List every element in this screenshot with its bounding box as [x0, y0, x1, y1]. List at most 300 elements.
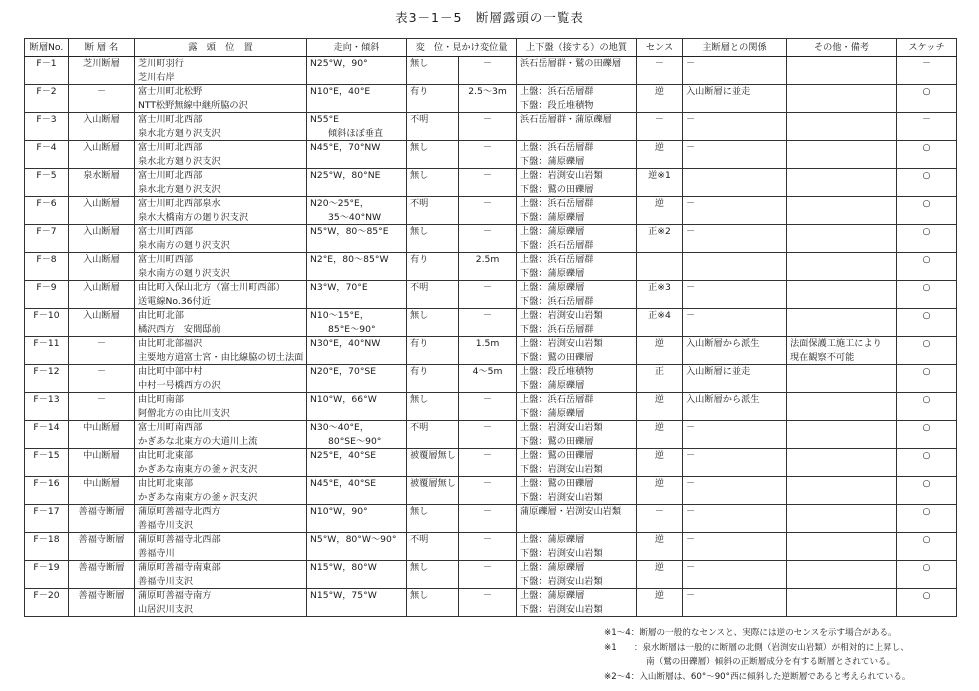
displacement: 不明: [410, 422, 429, 433]
cell-amount: [459, 393, 517, 421]
cell-geology: [517, 113, 637, 141]
cell-displacement: [407, 197, 459, 225]
fault-name: 中山断層: [83, 450, 120, 461]
cell-sketch: [897, 197, 957, 225]
cell-displacement: [407, 449, 459, 477]
cell-sketch: [897, 561, 957, 589]
displacement: 有り: [410, 366, 429, 377]
cell-no: [25, 281, 69, 309]
cell-no: [25, 57, 69, 85]
displacement: 有り: [410, 338, 429, 349]
cell-no: [25, 393, 69, 421]
cell-location: [135, 561, 307, 589]
cell-location: [135, 309, 307, 337]
cell-geology: [517, 309, 637, 337]
geology-line-1: 上盤：浜石岳層群: [520, 198, 594, 209]
location-line-2: 泉水北方廻り沢支沢: [138, 155, 221, 167]
sketch-mark: ○: [922, 394, 931, 405]
fault-number: F－13: [33, 394, 60, 405]
cell-amount: [459, 253, 517, 281]
header-geology: 上下盤（接する）の地質: [517, 39, 637, 57]
relation: －: [686, 534, 696, 545]
displacement: 無し: [410, 170, 429, 181]
geology-line-1: 浜石岳層群・鷲の田礫層: [520, 58, 622, 69]
cell-sketch: [897, 113, 957, 141]
location-line-1: 富士川町北松野: [138, 86, 203, 97]
relation: －: [686, 198, 696, 209]
displacement: 不明: [410, 282, 429, 293]
cell-strike: [307, 225, 407, 253]
cell-strike: [307, 393, 407, 421]
strike-line-1: N20°E，70°SE: [310, 366, 377, 377]
strike-line-1: N2°E，80～85°W: [310, 254, 389, 265]
cell-displacement: [407, 85, 459, 113]
sketch-mark: ○: [922, 338, 931, 349]
cell-amount: [459, 141, 517, 169]
strike-line-1: N15°W，80°W: [310, 562, 377, 573]
location-line-2: 泉水北方廻り沢支沢: [138, 127, 221, 139]
strike-line-1: N3°W，70°E: [310, 282, 368, 293]
cell-sketch: [897, 449, 957, 477]
cell-displacement: [407, 57, 459, 85]
fault-name: 入山断層: [83, 198, 120, 209]
sketch-mark: －: [921, 114, 932, 125]
displacement: 不明: [410, 198, 429, 209]
cell-remarks: [787, 253, 897, 281]
location-line-2: 善福寺川: [138, 547, 175, 559]
fault-name: 入山断層: [83, 142, 120, 153]
geology-line-2: 下盤：蒲原礫層: [520, 211, 585, 223]
strike-line-1: N25°W，90°: [310, 58, 368, 69]
cell-name: [69, 225, 135, 253]
cell-displacement: [407, 533, 459, 561]
cell-relation: [683, 281, 787, 309]
footnote-1: [604, 626, 974, 641]
strike-line-1: N45°E，70°NW: [310, 142, 381, 153]
cell-sense: [637, 449, 683, 477]
cell-amount: [459, 197, 517, 225]
header-location: 露 頭 位 置: [135, 39, 307, 57]
cell-amount: [459, 533, 517, 561]
cell-remarks: [787, 505, 897, 533]
location-line-2: 中村一号橋西方の沢: [138, 379, 221, 391]
cell-strike: [307, 57, 407, 85]
cell-name: [69, 589, 135, 617]
sketch-mark: ○: [922, 590, 931, 601]
cell-geology: [517, 85, 637, 113]
sketch-mark: ○: [922, 226, 931, 237]
footnote-mark: ※1 ：: [604, 642, 643, 653]
cell-no: [25, 477, 69, 505]
header-displacement: 変 位・見かけ変位量: [407, 39, 517, 57]
fault-number: F－3: [36, 114, 57, 125]
fault-number: F－15: [33, 450, 60, 461]
fault-number: F－8: [36, 254, 57, 265]
cell-geology: [517, 141, 637, 169]
header-no: 断層No.: [25, 39, 69, 57]
cell-sense: [637, 533, 683, 561]
cell-location: [135, 253, 307, 281]
fault-outcrop-table: [24, 38, 957, 617]
fault-number: F－11: [33, 338, 60, 349]
cell-no: [25, 589, 69, 617]
cell-amount: [459, 505, 517, 533]
fault-number: F－14: [33, 422, 60, 433]
geology-line-2: 下盤：蒲原礫層: [520, 379, 585, 391]
cell-sense: [637, 561, 683, 589]
cell-name: [69, 505, 135, 533]
fault-name: 入山断層: [83, 310, 120, 321]
cell-remarks: [787, 85, 897, 113]
cell-relation: [683, 421, 787, 449]
cell-displacement: [407, 253, 459, 281]
cell-amount: [459, 421, 517, 449]
displacement: 無し: [410, 590, 429, 601]
cell-sketch: [897, 281, 957, 309]
cell-no: [25, 421, 69, 449]
sense: 逆: [654, 478, 665, 489]
cell-no: [25, 337, 69, 365]
cell-remarks: [787, 561, 897, 589]
geology-line-2: 下盤：岩渕安山岩類: [520, 603, 603, 615]
sketch-mark: ○: [922, 170, 931, 181]
cell-geology: [517, 253, 637, 281]
fault-name: 泉水断層: [83, 170, 120, 181]
location-line-2: 泉水大橋南方の廻り沢支沢: [138, 211, 249, 223]
sketch-mark: ○: [922, 506, 931, 517]
cell-name: [69, 309, 135, 337]
geology-line-2: 下盤：段丘堆積物: [520, 99, 594, 111]
displacement: 有り: [410, 254, 429, 265]
fault-name: －: [96, 86, 107, 97]
cell-no: [25, 197, 69, 225]
cell-sense: [637, 365, 683, 393]
cell-location: [135, 533, 307, 561]
cell-relation: [683, 477, 787, 505]
cell-sketch: [897, 533, 957, 561]
strike-line-2: 85°E～90°: [328, 323, 376, 335]
cell-strike: [307, 505, 407, 533]
cell-displacement: [407, 225, 459, 253]
geology-line-1: 浜石岳層群・蒲原礫層: [520, 114, 612, 125]
cell-location: [135, 197, 307, 225]
cell-displacement: [407, 505, 459, 533]
cell-sketch: [897, 169, 957, 197]
displacement-amount: －: [482, 198, 493, 209]
cell-name: [69, 533, 135, 561]
cell-sketch: [897, 309, 957, 337]
cell-geology: [517, 169, 637, 197]
geology-line-1: 上盤：段丘堆積物: [520, 366, 594, 377]
sense: 逆: [654, 338, 665, 349]
cell-amount: [459, 113, 517, 141]
geology-line-1: 上盤：蒲原礫層: [520, 282, 585, 293]
cell-no: [25, 449, 69, 477]
cell-strike: [307, 337, 407, 365]
strike-line-2: 傾斜ほぼ垂直: [328, 127, 384, 139]
table-row: [25, 225, 957, 253]
fault-number: F－5: [36, 170, 57, 181]
cell-remarks: [787, 337, 897, 365]
cell-sketch: [897, 141, 957, 169]
footnote-text: 泉水断層は一般的に断層の北側（岩渕安山岩類）が相対的に上昇し、: [642, 642, 909, 653]
cell-sketch: [897, 253, 957, 281]
fault-name: 中山断層: [83, 478, 120, 489]
fault-number: F－7: [36, 226, 57, 237]
fault-name: －: [96, 394, 107, 405]
location-line-1: 由比町北東部: [138, 450, 194, 461]
sketch-mark: ○: [922, 478, 931, 489]
cell-displacement: [407, 365, 459, 393]
fault-number: F－19: [33, 562, 60, 573]
geology-line-2: 下盤：岩渕安山岩類: [520, 547, 603, 559]
strike-line-1: N55°E: [310, 114, 339, 125]
header-relation: 主断層との関係: [683, 39, 787, 57]
cell-remarks: [787, 421, 897, 449]
cell-geology: [517, 337, 637, 365]
sense: 逆: [654, 450, 665, 461]
strike-line-1: N45°E，40°SE: [310, 478, 377, 489]
cell-relation: [683, 197, 787, 225]
cell-name: [69, 421, 135, 449]
displacement-amount: －: [482, 506, 493, 517]
location-line-1: 富士川町北西部: [138, 170, 203, 181]
strike-line-1: N20～25°E，: [310, 198, 370, 209]
cell-amount: [459, 169, 517, 197]
table-row: [25, 281, 957, 309]
cell-location: [135, 113, 307, 141]
geology-line-1: 上盤：浜石岳層群: [520, 254, 594, 265]
location-line-1: 富士川町北西部泉水: [138, 198, 221, 209]
cell-no: [25, 365, 69, 393]
relation: 入山断層に並走: [686, 366, 751, 377]
location-line-2: NTT松野無線中継所脇の沢: [138, 99, 248, 111]
cell-strike: [307, 253, 407, 281]
sketch-mark: ○: [922, 534, 931, 545]
sense: 正: [654, 366, 665, 377]
sketch-mark: ○: [922, 450, 931, 461]
sketch-mark: －: [921, 58, 932, 69]
cell-no: [25, 505, 69, 533]
footnote-mark: ※1～4：: [604, 628, 640, 638]
fault-number: F－2: [36, 86, 57, 97]
cell-name: [69, 393, 135, 421]
table-row: [25, 505, 957, 533]
cell-geology: [517, 57, 637, 85]
fault-name: －: [96, 338, 107, 349]
footnote-text: 断層の一般的なセンスと、実際には逆のセンスを示す場合がある。: [639, 628, 897, 638]
fault-number: F－18: [33, 534, 60, 545]
displacement: 被覆層無し: [410, 478, 456, 489]
relation: 入山断層に並走: [686, 86, 751, 97]
displacement-amount: －: [482, 114, 493, 125]
table-row: [25, 365, 957, 393]
cell-relation: [683, 393, 787, 421]
cell-strike: [307, 365, 407, 393]
geology-line-1: 蒲原礫層・岩渕安山岩類: [520, 506, 622, 517]
location-line-2: 阿僧北方の由比川支沢: [138, 407, 230, 419]
location-line-1: 蒲原町善福寺南方: [138, 590, 212, 601]
cell-location: [135, 169, 307, 197]
cell-strike: [307, 309, 407, 337]
geology-line-2: 下盤：浜石岳層群: [520, 239, 594, 251]
sketch-mark: ○: [922, 562, 931, 573]
fault-name: 善福寺断層: [78, 562, 125, 573]
location-line-1: 蒲原町善福寺北西部: [138, 534, 221, 545]
cell-sense: [637, 169, 683, 197]
cell-strike: [307, 449, 407, 477]
cell-location: [135, 365, 307, 393]
location-line-1: 富士川町西部: [138, 254, 194, 265]
footnotes: [604, 626, 974, 684]
cell-displacement: [407, 309, 459, 337]
sense: 逆: [654, 562, 665, 573]
location-line-1: 蒲原町善福寺北西方: [138, 506, 221, 517]
sense: 正※4: [648, 310, 671, 321]
cell-remarks: [787, 197, 897, 225]
table-row: [25, 141, 957, 169]
cell-relation: [683, 57, 787, 85]
location-line-2: 芝川右岸: [138, 71, 175, 83]
cell-amount: [459, 561, 517, 589]
fault-name: 芝川断層: [83, 58, 120, 69]
relation: －: [686, 114, 696, 125]
strike-line-1: N15°W，75°W: [310, 590, 377, 601]
table-row: [25, 477, 957, 505]
cell-location: [135, 421, 307, 449]
geology-line-1: 上盤：蒲原礫層: [520, 590, 585, 601]
cell-displacement: [407, 561, 459, 589]
table-body: [25, 57, 957, 617]
displacement: 無し: [410, 506, 429, 517]
cell-geology: [517, 421, 637, 449]
cell-sense: [637, 141, 683, 169]
location-line-2: 送電線No.36付近: [138, 295, 211, 307]
footnote-mark: ※2～4：: [604, 671, 640, 682]
cell-remarks: [787, 533, 897, 561]
cell-location: [135, 57, 307, 85]
cell-no: [25, 169, 69, 197]
cell-amount: [459, 281, 517, 309]
relation: －: [686, 590, 696, 601]
cell-strike: [307, 281, 407, 309]
cell-sense: [637, 337, 683, 365]
cell-sketch: [897, 477, 957, 505]
cell-amount: [459, 365, 517, 393]
fault-name: 中山断層: [83, 422, 120, 433]
cell-remarks: [787, 449, 897, 477]
fault-name: 入山断層: [83, 226, 120, 237]
fault-number: F－6: [36, 198, 57, 209]
cell-remarks: [787, 225, 897, 253]
sense: 逆: [654, 590, 665, 601]
displacement-amount: －: [482, 590, 493, 601]
displacement: 無し: [410, 142, 429, 153]
geology-line-2: 下盤：鷲の田礫層: [520, 351, 594, 363]
cell-no: [25, 533, 69, 561]
cell-name: [69, 197, 135, 225]
cell-relation: [683, 337, 787, 365]
strike-line-1: N5°W，80～85°E: [310, 226, 389, 237]
displacement-amount: －: [482, 562, 493, 573]
cell-location: [135, 505, 307, 533]
table-title: 表3－1－5 断層露頭の一覧表: [395, 10, 584, 25]
displacement: 無し: [410, 394, 429, 405]
geology-line-1: 上盤：蒲原礫層: [520, 226, 585, 237]
location-line-2: 善福寺川支沢: [138, 519, 194, 531]
cell-location: [135, 141, 307, 169]
relation: －: [686, 58, 696, 69]
location-line-1: 由比町北部福沢: [138, 338, 203, 349]
cell-amount: [459, 477, 517, 505]
cell-relation: [683, 225, 787, 253]
location-line-1: 由比町中部中村: [138, 366, 203, 377]
cell-sense: [637, 85, 683, 113]
cell-geology: [517, 197, 637, 225]
displacement: 無し: [410, 310, 429, 321]
sense: 逆: [654, 394, 665, 405]
cell-strike: [307, 113, 407, 141]
displacement-amount: －: [482, 58, 493, 69]
cell-no: [25, 113, 69, 141]
table-row: [25, 589, 957, 617]
displacement-amount: 1.5m: [475, 338, 500, 349]
displacement: 無し: [410, 562, 429, 573]
cell-name: [69, 57, 135, 85]
displacement-amount: －: [482, 394, 493, 405]
sketch-mark: ○: [922, 366, 931, 377]
displacement-amount: －: [482, 282, 493, 293]
displacement-amount: －: [482, 478, 493, 489]
header-strike-dip: 走向・傾斜: [307, 39, 407, 57]
strike-line-1: N25°W，80°NE: [310, 170, 381, 181]
geology-line-2: 下盤：鷲の田礫層: [520, 435, 594, 447]
displacement-amount: －: [482, 534, 493, 545]
displacement-amount: 2.5～3m: [468, 86, 507, 97]
geology-line-1: 上盤：岩渕安山岩類: [520, 338, 603, 349]
geology-line-2: 下盤：鷲の田礫層: [520, 183, 594, 195]
cell-location: [135, 281, 307, 309]
location-line-1: 富士川町北西部: [138, 142, 203, 153]
geology-line-1: 上盤：岩渕安山岩類: [520, 422, 603, 433]
cell-sense: [637, 393, 683, 421]
header-sense: センス: [637, 39, 683, 57]
cell-strike: [307, 169, 407, 197]
table-row: [25, 337, 957, 365]
sense: 逆: [654, 198, 665, 209]
cell-geology: [517, 533, 637, 561]
relation: －: [686, 142, 696, 153]
strike-line-1: N30°E，40°NW: [310, 338, 381, 349]
cell-name: [69, 337, 135, 365]
table-row: [25, 113, 957, 141]
strike-line-2: 80°SE～90°: [328, 435, 382, 447]
fault-number: F－20: [33, 590, 60, 601]
cell-location: [135, 85, 307, 113]
location-line-2: かぎあな南東方の釜ヶ沢支沢: [138, 463, 258, 475]
table-row: [25, 85, 957, 113]
cell-sense: [637, 253, 683, 281]
cell-relation: [683, 253, 787, 281]
displacement: 無し: [410, 226, 429, 237]
strike-line-1: N30～40°E，: [310, 422, 370, 433]
table-row: [25, 253, 957, 281]
location-line-1: 芝川町羽行: [138, 58, 184, 69]
fault-number: F－1: [36, 58, 57, 69]
table-row: [25, 197, 957, 225]
sense: 逆※1: [648, 170, 671, 181]
cell-sketch: [897, 57, 957, 85]
